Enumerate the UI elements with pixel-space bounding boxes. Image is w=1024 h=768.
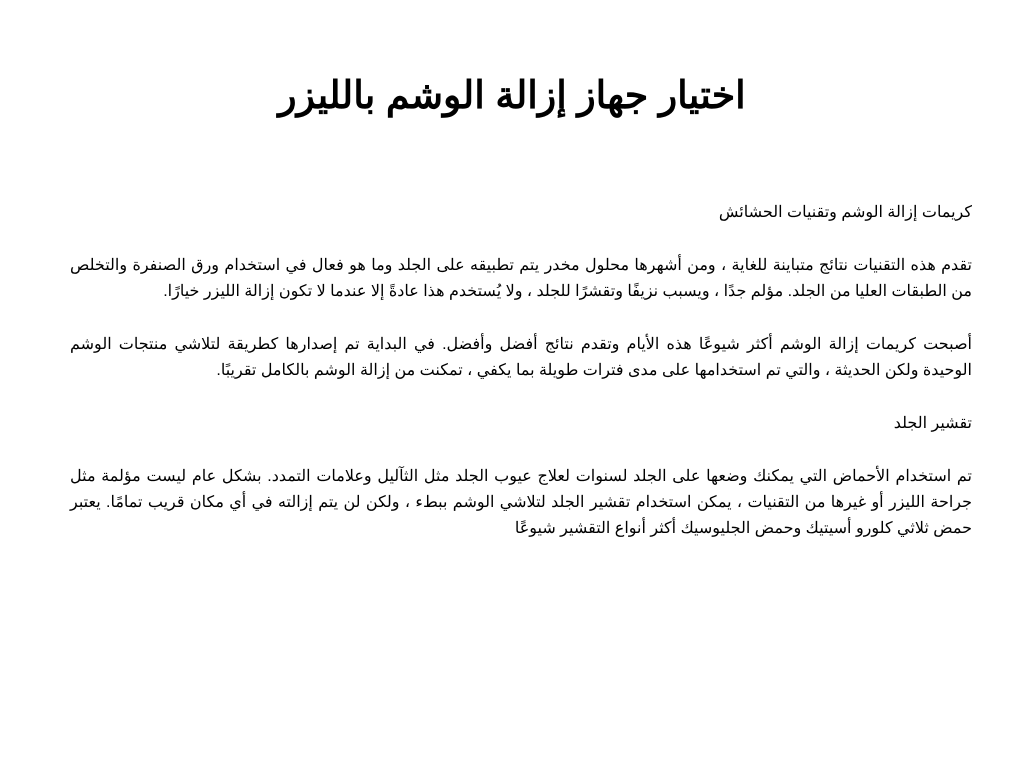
slide-body xyxy=(70,200,972,569)
paragraph-peeling: تم استخدام الأحماض التي يمكنك وضعها على الجلد لسنوات لعلاج عيوب الجلد مثل الثآليل وعلامات التمدد. بشكل عام ليست مؤلمة مثل جراحة الليزر أو غيرها من التقنيات ، يمكن استخدام تقشير الجلد لتلاشي الوشم ببطء ، ولكن لن يتم إزالته في أي مكان قريب تمامًا. يعتبر حمض ثلاثي كلورو أسيتيك وحمض الجليوسيك أكثر أنواع التقشير شيوعًا xyxy=(70,468,973,537)
paragraph-creams: أصبحت كريمات إزالة الوشم أكثر شيوعًا هذه الأيام وتقدم نتائج أفضل وأفضل. في البداية تم إصدارها كطريقة لتلاشي منتجات الوشم الوحيدة ولكن الحديثة ، والتي تم استخدامها على مدى فترات طويلة بما يكفي ، تمكنت من إزالة الوشم بالكامل تقريبًا. xyxy=(70,336,972,379)
section-heading-peeling: تقشير الجلد xyxy=(893,415,972,432)
paragraph-techniques: تقدم هذه التقنيات نتائج متباينة للغاية ، ومن أشهرها محلول مخدر يتم تطبيقه على الجلد وما هو فعال في استخدام ورق الصنفرة والتخلص من الطبقات العليا من الجلد. مؤلم جدًا ، ويسبب نزيفًا وتقشرًا للجلد ، ولا يُستخدم هذا عادةً إلا عندما لا تكون إزالة الليزر خيارًا. xyxy=(70,257,972,300)
slide-title: اختيار جهاز إزالة الوشم بالليزر xyxy=(278,75,746,117)
section-heading-creams: كريمات إزالة الوشم وتقنيات الحشائش xyxy=(718,204,972,221)
